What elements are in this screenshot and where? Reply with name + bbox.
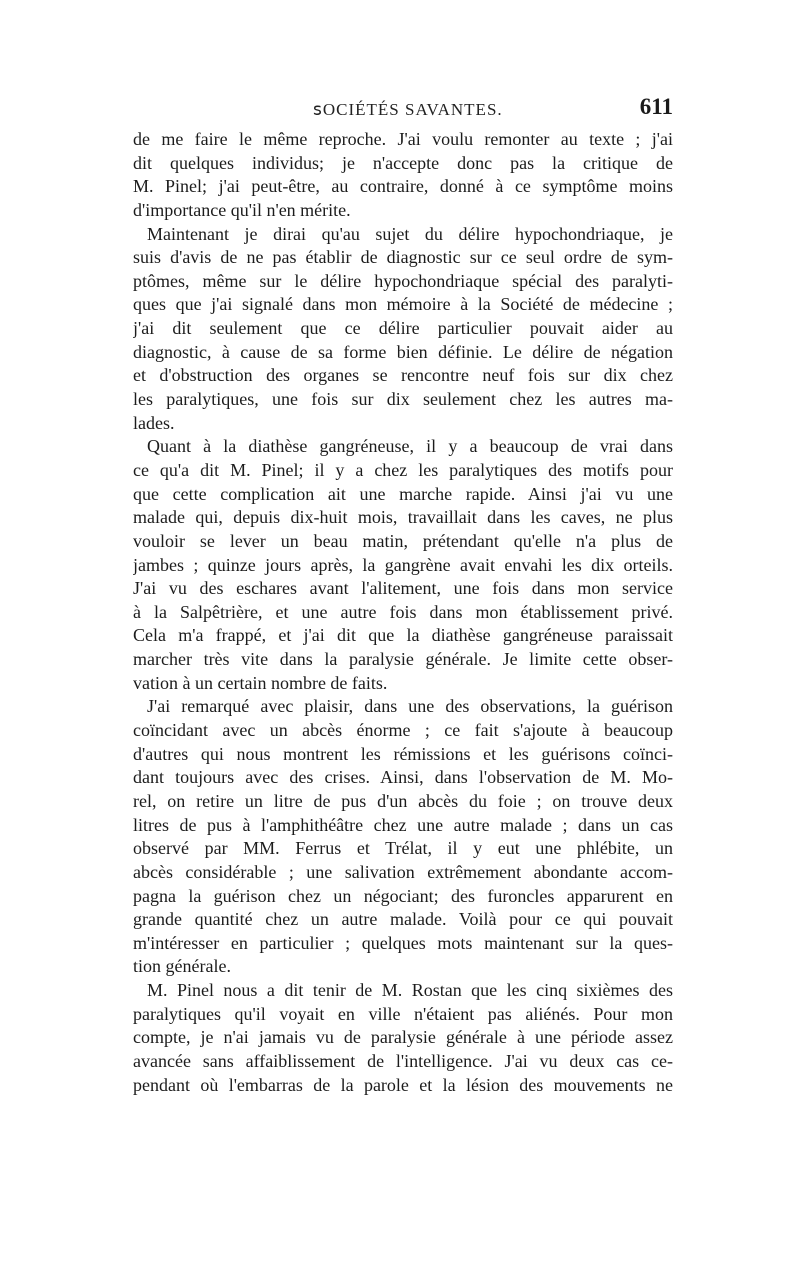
text-line: j'ai dit seulement que ce délire particulier pouvait aider au — [133, 318, 673, 339]
text-line: à la Salpêtrière, et une autre fois dans mon établissement privé. — [133, 601, 673, 622]
text-line: tion générale. — [133, 956, 231, 977]
text-line: suis d'avis de ne pas établir de diagnostic sur ce seul ordre de sym- — [133, 247, 673, 268]
text-line: pendant où l'embarras de la parole et la lésion des mouvements ne — [133, 1074, 673, 1095]
text-line: jambes ; quinze jours après, la gangrène avait envahi les dix orteils. — [133, 554, 673, 575]
text-line: ques que j'ai signalé dans mon mémoire à la Société de médecine ; — [133, 294, 673, 315]
paragraph — [133, 979, 673, 1097]
text-line: avancée sans affaiblissement de l'intelligence. J'ai vu deux cas ce- — [133, 1050, 673, 1071]
body-text — [133, 128, 673, 1097]
text-line: litres de pus à l'amphithéâtre chez une autre malade ; dans un cas — [133, 814, 673, 835]
paragraph — [133, 435, 673, 695]
text-line: marcher très vite dans la paralysie générale. Je limite cette obser- — [133, 649, 673, 670]
text-line: d'importance qu'il n'en mérite. — [133, 199, 351, 220]
text-line: dit quelques individus; je n'accepte donc pas la critique de — [133, 152, 673, 173]
text-line: Quant à la diathèse gangréneuse, il y a beaucoup de vrai dans — [147, 436, 673, 457]
text-line: abcès considérable ; une salivation extrêmement abondante accom- — [133, 861, 673, 882]
text-line: vouloir se lever un beau matin, prétendant qu'elle n'a plus de — [133, 530, 673, 551]
text-line: de me faire le même reproche. J'ai voulu remonter au texte ; j'ai — [133, 129, 673, 149]
page-number: 611 — [639, 94, 673, 119]
paragraph — [133, 223, 673, 436]
text-line: m'intéresser en particulier ; quelques mots maintenant sur la ques- — [133, 932, 673, 953]
text-line: malade qui, depuis dix-huit mois, travaillait dans les caves, ne plus — [133, 507, 673, 528]
paragraph — [133, 695, 673, 979]
text-line: lades. — [133, 412, 175, 433]
text-line: d'autres qui nous montrent les rémissions et les guérisons coïnci- — [133, 743, 673, 764]
text-line: J'ai remarqué avec plaisir, dans une des observations, la guérison — [147, 696, 673, 717]
text-line: M. Pinel; j'ai peut-être, au contraire, donné à ce symptôme moins — [133, 176, 673, 197]
text-line: M. Pinel nous a dit tenir de M. Rostan que les cinq sixièmes des — [147, 980, 673, 1001]
text-line: pagna la guérison chez un négociant; des furoncles apparurent en — [133, 885, 673, 906]
running-title: ꜱOCIÉTÉS SAVANTES. — [313, 100, 503, 119]
text-line: vation à un certain nombre de faits. — [133, 672, 388, 693]
text-line: grande quantité chez un autre malade. Voilà pour ce qui pouvait — [133, 909, 673, 930]
text-line: que cette complication ait une marche rapide. Ainsi j'ai vu une — [133, 483, 673, 504]
text-line: dant toujours avec des crises. Ainsi, dans l'observation de M. Mo- — [133, 767, 673, 788]
text-line: observé par MM. Ferrus et Trélat, il y eut une phlébite, un — [133, 838, 673, 859]
text-line: ce qu'a dit M. Pinel; il y a chez les paralytiques des motifs pour — [133, 459, 673, 480]
text-line: coïncidant avec un abcès énorme ; ce fait s'ajoute à beaucoup — [133, 720, 673, 741]
text-line: Maintenant je dirai qu'au sujet du délire hypochondriaque, je — [147, 223, 673, 244]
text-line: compte, je n'ai jamais vu de paralysie générale à une période assez — [133, 1027, 673, 1048]
text-line: Cela m'a frappé, et j'ai dit que la diathèse gangréneuse paraissait — [133, 625, 673, 646]
text-line: et d'obstruction des organes se rencontre neuf fois sur dix chez — [133, 365, 673, 386]
paragraph — [133, 128, 673, 223]
text-line: J'ai vu des eschares avant l'alitement, une fois dans mon service — [133, 578, 673, 599]
text-line: paralytiques qu'il voyait en ville n'étaient pas aliénés. Pour mon — [133, 1003, 673, 1024]
page-header — [133, 94, 673, 124]
text-line: diagnostic, à cause de sa forme bien définie. Le délire de négation — [133, 341, 673, 362]
text-line: ptômes, même sur le délire hypochondriaque spécial des paralyti- — [133, 270, 673, 291]
text-line: les paralytiques, une fois sur dix seulement chez les autres ma- — [133, 389, 673, 410]
text-line: rel, on retire un litre de pus d'un abcès du foie ; on trouve deux — [133, 790, 673, 811]
